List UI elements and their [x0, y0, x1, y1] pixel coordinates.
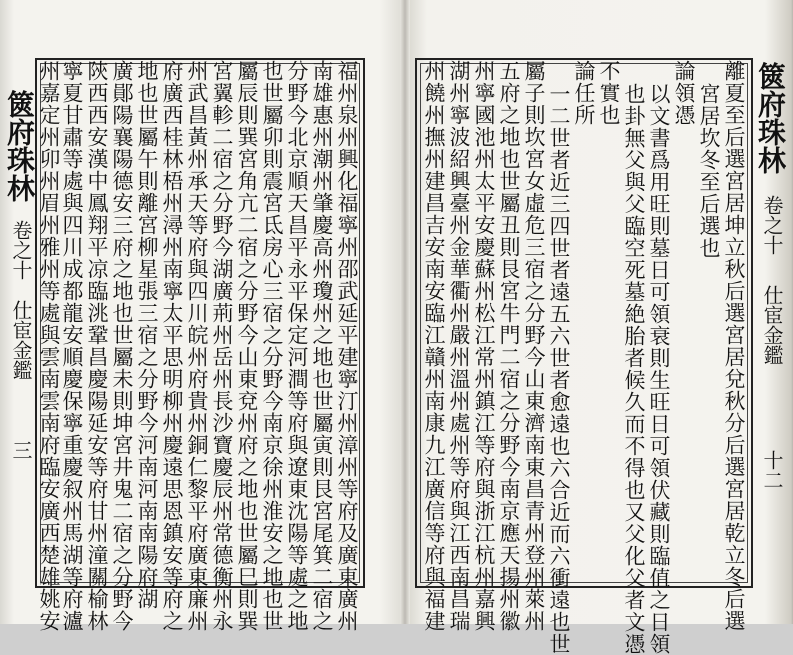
right-column-8: 一二世者近三四世者遠五六世者愈遠也六合近而六衝遠也世: [547, 83, 571, 655]
left-column-13: 州嘉定州卯州眉州雅州等處與雲南雲南府臨安廣西楚雄姚安: [37, 60, 61, 632]
right-column-4: 以文書爲用旺則墓日可領衰則生旺日可領伏藏則臨值之日領: [647, 83, 671, 655]
right-page-margin: [752, 0, 788, 624]
left-margin-section: 仕宦金鑑: [9, 300, 33, 380]
left-margin-volume: 卷之十: [9, 220, 33, 280]
right-column-13: 州饒州撫州建昌吉安南安臨江贛州南康九江廣信等府與福建: [422, 60, 446, 632]
right-margin-page-number: 十二: [760, 450, 784, 490]
right-column-7-heading: 論任所: [572, 60, 596, 126]
left-margin-page-number: 三: [9, 440, 33, 460]
right-margin-volume: 卷之十: [760, 195, 784, 255]
left-column-12: 寧夏甘肅等處與四川成都龍安順慶保寧重慶叙州馬湖等府瀘: [60, 60, 84, 632]
left-column-2: 南雄惠州潮州肇慶高州瓊州之地也世屬寅則艮宮尾箕二宿之: [310, 60, 334, 632]
left-column-4: 也世屬卯則震宮氐房心三宿之分野今南京徐州淮安之地也世: [260, 60, 284, 632]
right-column-12: 湖州寧波紹興臺州金華衢州嚴州溫州處州等府與江西南昌瑞: [447, 60, 471, 632]
left-margin-title: 篋府珠林: [3, 90, 36, 202]
right-column-6: 不實也: [597, 60, 621, 126]
left-column-3: 分野今北京順天昌平永平保定河澗等府與遼東沈陽等處之地: [285, 60, 309, 632]
left-column-9: 地也世屬午則離宮柳星張三宿之分野今河南河南南陽府湖: [135, 60, 159, 610]
right-margin-title: 篋府珠林: [754, 62, 787, 174]
left-page-margin: [2, 0, 38, 624]
right-column-10: 五府之地也世屬丑則艮宮牛門二宿之分野今南京應天揚州徽: [497, 60, 521, 632]
right-column-2: 宮居坎冬至后選也: [697, 83, 721, 259]
left-column-10: 廣鄖陽襄陽德安三府之地也世屬未則坤宮井鬼二宿之分野今: [110, 60, 134, 632]
left-column-11: 陝西西安漢中鳳翔平凉臨洮鞏昌慶陽延安等府甘州潼關榆林: [85, 60, 109, 632]
right-column-9: 屬子則坎宮女虛危三宿之分野今山東濟南東昌青州登州萊州: [522, 60, 546, 632]
right-column-3-heading: 論領憑: [672, 60, 696, 126]
book-spine: [400, 0, 410, 624]
left-column-5: 屬辰則巽宮角亢二宿之分野今山東兗州府之地也世屬巳則巽: [235, 60, 259, 632]
right-margin-section: 仕宦金鑑: [760, 285, 784, 365]
left-column-8: 府廣西桂林梧州潯州南寧太平思明柳州慶遠思恩鎮安等府之: [160, 60, 184, 632]
left-column-7: 州武昌黃州承天等府與四川皖州府貴州銅仁黎平府廣東廉州: [185, 60, 209, 632]
left-column-6: 宮翼軫二宿之分野今湖廣荊州岳州長沙寶慶辰州常德衡州永: [210, 60, 234, 632]
right-column-5: 也卦無父與父臨空死墓絶胎者候久而不得也又父化父者文憑: [622, 83, 646, 655]
right-column-11: 州寧國池州太平安慶蘇州松江常州鎮江等府與浙江杭州嘉興: [472, 60, 496, 632]
left-column-1: 福州泉州興化福寧州邵武延平建寧汀州漳州等府及廣東廣州: [335, 60, 359, 632]
right-column-1: 離夏至后選宮居坤立秋后選宮居兌秋分后選宮居乾立冬后選: [722, 60, 746, 632]
